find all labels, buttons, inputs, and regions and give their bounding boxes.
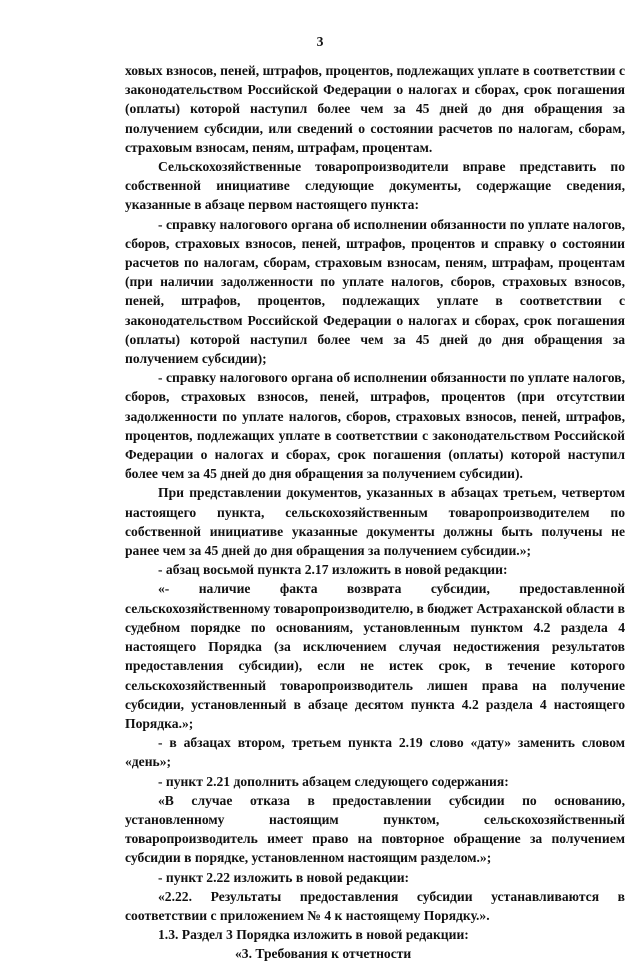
paragraph-document-timing: При представлении документов, указанных в абзацах третьем, четвертом настоящего пункта, сельскохозяйственным товаропроизводителем по собственной инициативе указанные документы должны быть получены не ранее чем за 45 дней до дня обращения за получением субсидии.»; [125,485,625,559]
paragraph-amendment-2-22: - пункт 2.22 изложить в новой редакции: [158,869,410,885]
paragraph-amendment-2-21: - пункт 2.21 дополнить абзацем следующего содержания: [158,773,509,789]
paragraph-optional-documents: Сельскохозяйственные товаропроизводители вправе представить по собственной инициативе следующие документы, содержащие сведения, указанные в абзаце первом настоящего пункта: [125,159,625,213]
paragraph-continuation: ховых взносов, пеней, штрафов, процентов, подлежащих уплате в соответствии с законодательством Российской Федерации о налогах и сборах, срок погашения (оплаты) которой наступил более чем за 45 дней до дня обращения за получением субсидии, или сведений о состоянии расчетов по налогам, сборам, страховым взносам, пеням, штрафам, процентам. [125,63,625,155]
paragraph-certificate-with-debt: - справку налогового органа об исполнении обязанности по уплате налогов, сборов, страховых взносов, пеней, штрафов, процентов и справку о состоянии расчетов по налогам, сборам, страховым взносам, пеням, штрафам, процентам (при наличии задолженности по уплате налогов, сборов, страховых взносов, пеней, штрафов, процентов, подлежащих уплате в соответствии с законодательством Российской Федерации о налогах и сборах, срок погашения (оплаты) которой наступил более чем за 45 дней до дня обращения за получением субсидии); [125,216,625,367]
page-number: 3 [316,34,324,49]
paragraph-certificate-no-debt: - справку налогового органа об исполнении обязанности по уплате налогов, сборов, страховых взносов, пеней, штрафов, процентов (при отсутствии задолженности по уплате налогов, сборов, страховых взносов, пеней, штрафов, процентов, подлежащих уплате в соответствии с законодательством Российской Федерации о налогах и сборах, срок погашения (оплаты) которой наступил более чем за 45 дней до дня обращения за получением субсидии). [125,370,625,482]
paragraph-subsidy-return: «- наличие факта возврата субсидии, предоставленной сельскохозяйственному товаропроизводителю, в бюджет Астраханской области в судебном порядке по основаниям, установленным пунктом 4.2 раздела 4 настоящего Порядка (за исключением случая недостижения результатов предоставления субсидии), если не истек срок, в течение которого сельскохозяйственный товаропроизводитель лишен права на получение субсидии, установленный в абзаце десятом пункта 4.2 раздела 4 настоящего Порядка.»; [125,581,625,731]
paragraph-amendment-2-17: - абзац восьмой пункта 2.17 изложить в новой редакции: [158,562,508,578]
document-body [125,61,625,964]
paragraph-amendment-2-19: - в абзацах втором, третьем пункта 2.19 слово «дату» заменить словом «день»; [125,735,625,770]
section-heading: «3. Требования к отчетности [235,946,412,962]
paragraph-results: «2.22. Результаты предоставления субсидии устанавливаются в соответствии с приложением № 4 к настоящему Порядку.». [125,888,625,923]
paragraph-section-3: 1.3. Раздел 3 Порядка изложить в новой редакции: [158,927,469,943]
paragraph-refusal-case: «В случае отказа в предоставлении субсидии по основанию, установленному настоящим пунктом, сельскохозяйственный товаропроизводитель имеет право на повторное обращение за получением субсидии в порядке, установленном настоящим разделом.»; [125,792,625,866]
